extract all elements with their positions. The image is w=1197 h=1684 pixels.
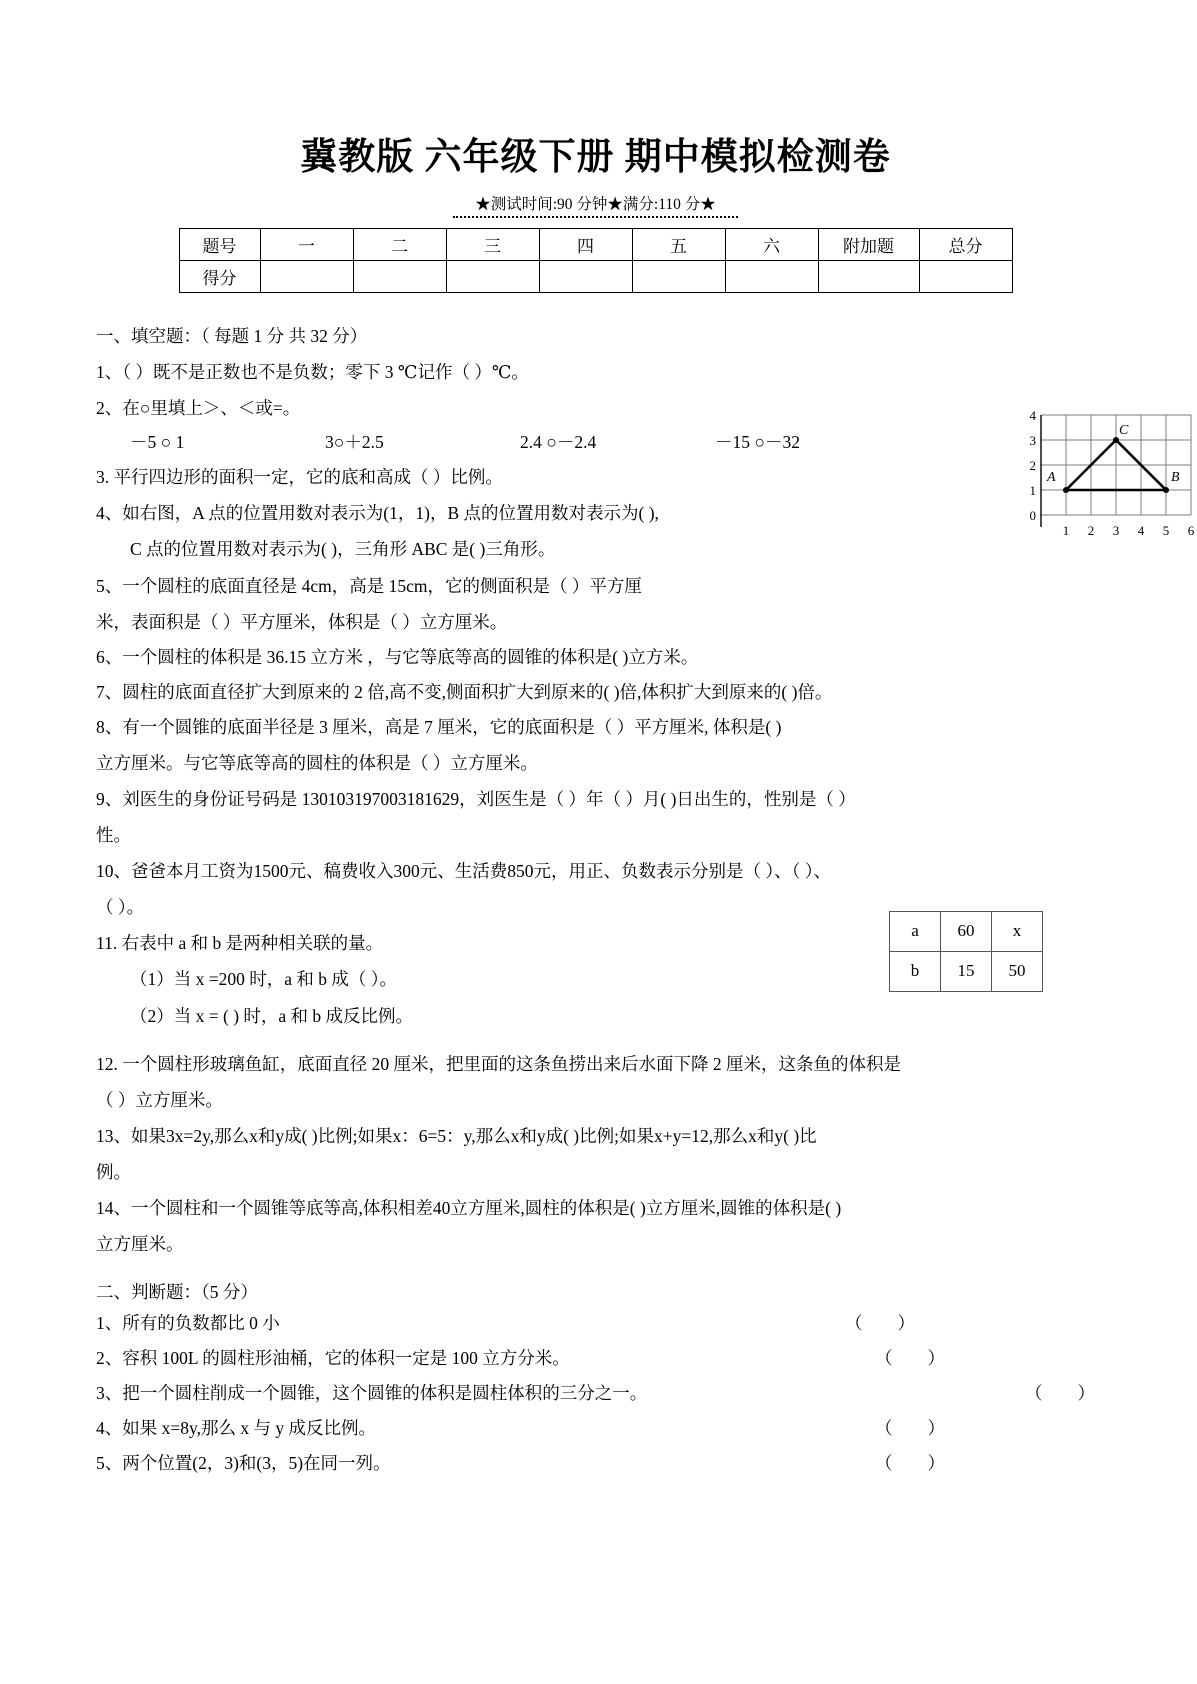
svg-text:0: 0	[1029, 507, 1036, 523]
score-cell-total[interactable]	[919, 260, 1012, 292]
tf-item-1	[96, 1306, 1095, 1341]
tf-item-3-text: 3、把一个圆柱削成一个圆锥，这个圆锥的体积是圆柱体积的三分之一。	[96, 1383, 648, 1404]
tf-item-5-text: 5、两个位置(2，3)和(3，5)在同一列。	[96, 1453, 391, 1474]
question-11-line-2: （1）当 x =200 时，a 和 b 成（ ）。	[130, 969, 398, 990]
score-table-row-label: 题号	[179, 228, 260, 260]
ab-cell-b-1: 15	[941, 951, 992, 991]
svg-text:1: 1	[1029, 482, 1036, 498]
ab-cell-b-label: b	[890, 951, 941, 991]
ab-relation-table-container	[889, 911, 1043, 992]
x-axis-ticks	[1063, 523, 1195, 538]
y-axis-ticks	[1030, 408, 1037, 523]
section-1-heading: 一、填空题：（ 每题 1 分 共 32 分）	[96, 325, 368, 346]
ab-cell-a-1: 60	[941, 911, 992, 951]
label-A: A	[1047, 469, 1056, 485]
question-12-line-2: （ ）立方厘米。	[96, 1089, 223, 1110]
grid-lines	[1041, 415, 1191, 515]
score-table-col-total: 总分	[919, 228, 1012, 260]
svg-text:5: 5	[1162, 522, 1170, 538]
comparison-1[interactable]: －5 ○ 1	[130, 432, 185, 453]
section-2-heading: 二、判断题：（5 分）	[96, 1282, 258, 1303]
question-11-line-3: （2）当 x = ( ) 时，a 和 b 成反比例。	[130, 1005, 414, 1026]
question-13-line-1: 13、如果3x=2y,那么x和y成( )比例;如果x：6=5：y,那么x和y成( )比例;如果x+y=12,那么x和y( )比	[96, 1125, 817, 1146]
svg-text:6: 6	[1187, 522, 1195, 538]
tf-item-3	[96, 1376, 1095, 1411]
exam-body	[0, 319, 1195, 1482]
score-table-col-1: 一	[260, 228, 353, 260]
table-row	[179, 260, 1012, 292]
ab-cell-b-2: 50	[992, 951, 1043, 991]
score-table-col-3: 三	[446, 228, 539, 260]
svg-text:3: 3	[1029, 432, 1036, 448]
tf-item-2	[96, 1341, 1095, 1376]
score-table-col-2: 二	[353, 228, 446, 260]
question-2: 2、在○里填上＞、＜或=。	[96, 398, 301, 419]
ab-cell-a-label: a	[890, 911, 941, 951]
tf-item-1-answer-blank[interactable]: （ ）	[845, 1313, 915, 1334]
score-cell-4[interactable]	[539, 260, 632, 292]
coordinate-grid-svg	[1011, 407, 1197, 547]
tf-item-4	[96, 1411, 1095, 1446]
question-4-line-2: C 点的位置用数对表示为( )，三角形 ABC 是( )三角形。	[130, 539, 556, 560]
tf-item-5	[96, 1446, 1095, 1481]
page-title: 冀教版 六年级下册 期中模拟检测卷	[300, 137, 891, 178]
question-4-line-1: 4、如右图，A 点的位置用数对表示为(1，1)，B 点的位置用数对表示为( ),	[96, 503, 659, 524]
score-cell-1[interactable]	[260, 260, 353, 292]
score-cell-6[interactable]	[725, 260, 818, 292]
question-11-line-1: 11. 右表中 a 和 b 是两种相关联的量。	[96, 933, 384, 954]
ab-relation-table	[889, 911, 1043, 992]
comparison-2[interactable]: 3○＋2.5	[325, 432, 384, 453]
score-table-col-bonus: 附加题	[818, 228, 919, 260]
score-table-container	[0, 228, 1191, 293]
tf-item-3-answer-blank[interactable]: （ ）	[1025, 1383, 1095, 1404]
tf-item-4-text: 4、如果 x=8y,那么 x 与 y 成反比例。	[96, 1418, 376, 1439]
subtitle-row	[0, 195, 1191, 218]
score-table-col-6: 六	[725, 228, 818, 260]
question-5-line-2: 米，表面积是（ ）平方厘米，体积是（ ）立方厘米。	[96, 611, 508, 632]
score-cell-2[interactable]	[353, 260, 446, 292]
question-8-line-2: 立方厘米。与它等底等高的圆柱的体积是（ ）立方厘米。	[96, 752, 538, 773]
score-table-col-5: 五	[632, 228, 725, 260]
ab-cell-a-2: x	[992, 911, 1043, 951]
score-cell-3[interactable]	[446, 260, 539, 292]
question-9-line-1: 9、刘医生的身份证号码是 130103197003181629，刘医生是（ ）年（ ）月( )日出生的，性别是（ ）	[96, 788, 856, 809]
table-row	[179, 228, 1012, 260]
svg-text:4: 4	[1137, 522, 1145, 538]
table-row	[890, 951, 1043, 991]
question-12-line-1: 12. 一个圆柱形玻璃鱼缸，底面直径 20 厘米，把里面的这条鱼捞出来后水面下降 2 厘米，这条鱼的体积是	[96, 1053, 901, 1074]
svg-text:3: 3	[1112, 522, 1120, 538]
exam-meta-subtitle: ★测试时间:90 分钟★满分:110 分★	[453, 195, 738, 218]
svg-text:1: 1	[1062, 522, 1070, 538]
tf-item-2-text: 2、容积 100L 的圆柱形油桶，它的体积一定是 100 立方分米。	[96, 1348, 570, 1369]
svg-text:2: 2	[1087, 522, 1095, 538]
tf-item-2-answer-blank[interactable]: （ ）	[875, 1348, 945, 1369]
question-9-line-2: 性。	[96, 824, 131, 845]
question-13-line-2: 例。	[96, 1162, 131, 1183]
score-table-row-label-score: 得分	[179, 260, 260, 292]
score-cell-bonus[interactable]	[818, 260, 919, 292]
label-B: B	[1171, 469, 1180, 485]
question-7: 7、圆柱的底面直径扩大到原来的 2 倍,高不变,侧面积扩大到原来的( )倍,体积扩大到原来的( )倍。	[96, 682, 833, 703]
comparison-3[interactable]: 2.4 ○－2.4	[520, 432, 597, 453]
score-table-col-4: 四	[539, 228, 632, 260]
table-row	[890, 911, 1043, 951]
score-table	[179, 228, 1013, 293]
question-10-line-2: （ ）。	[96, 897, 145, 918]
svg-text:2: 2	[1029, 457, 1036, 473]
question-8-line-1: 8、有一个圆锥的底面半径是 3 厘米，高是 7 厘米，它的底面积是（ ）平方厘米, 体积是( )	[96, 717, 782, 738]
coordinate-grid-figure	[1011, 407, 1197, 547]
question-1: 1、（ ）既不是正数也不是负数；零下 3 ℃记作（ ）℃。	[96, 361, 529, 382]
tf-item-4-answer-blank[interactable]: （ ）	[875, 1418, 945, 1439]
svg-text:4: 4	[1029, 407, 1036, 423]
question-5-line-1: 5、一个圆柱的底面直径是 4cm，高是 15cm，它的侧面积是（ ）平方厘	[96, 575, 642, 596]
question-6: 6、一个圆柱的体积是 36.15 立方米 ，与它等底等高的圆锥的体积是( )立方米。	[96, 646, 699, 667]
comparison-4[interactable]: －15 ○－32	[715, 432, 800, 453]
tf-item-1-text: 1、所有的负数都比 0 小	[96, 1313, 280, 1334]
question-14-line-1: 14、一个圆柱和一个圆锥等底等高,体积相差40立方厘米,圆柱的体积是( )立方厘米,圆锥的体积是( )	[96, 1198, 842, 1219]
question-10-line-1: 10、爸爸本月工资为1500元、稿费收入300元、生活费850元，用正、负数表示分别是（ ）、（ ）、	[96, 861, 831, 882]
score-cell-5[interactable]	[632, 260, 725, 292]
label-C: C	[1119, 422, 1129, 438]
question-3: 3. 平行四边形的面积一定，它的底和高成（ ）比例。	[96, 467, 503, 488]
question-14-line-2: 立方厘米。	[96, 1234, 184, 1255]
tf-item-5-answer-blank[interactable]: （ ）	[875, 1453, 945, 1474]
question-2-comparisons	[96, 429, 1095, 454]
